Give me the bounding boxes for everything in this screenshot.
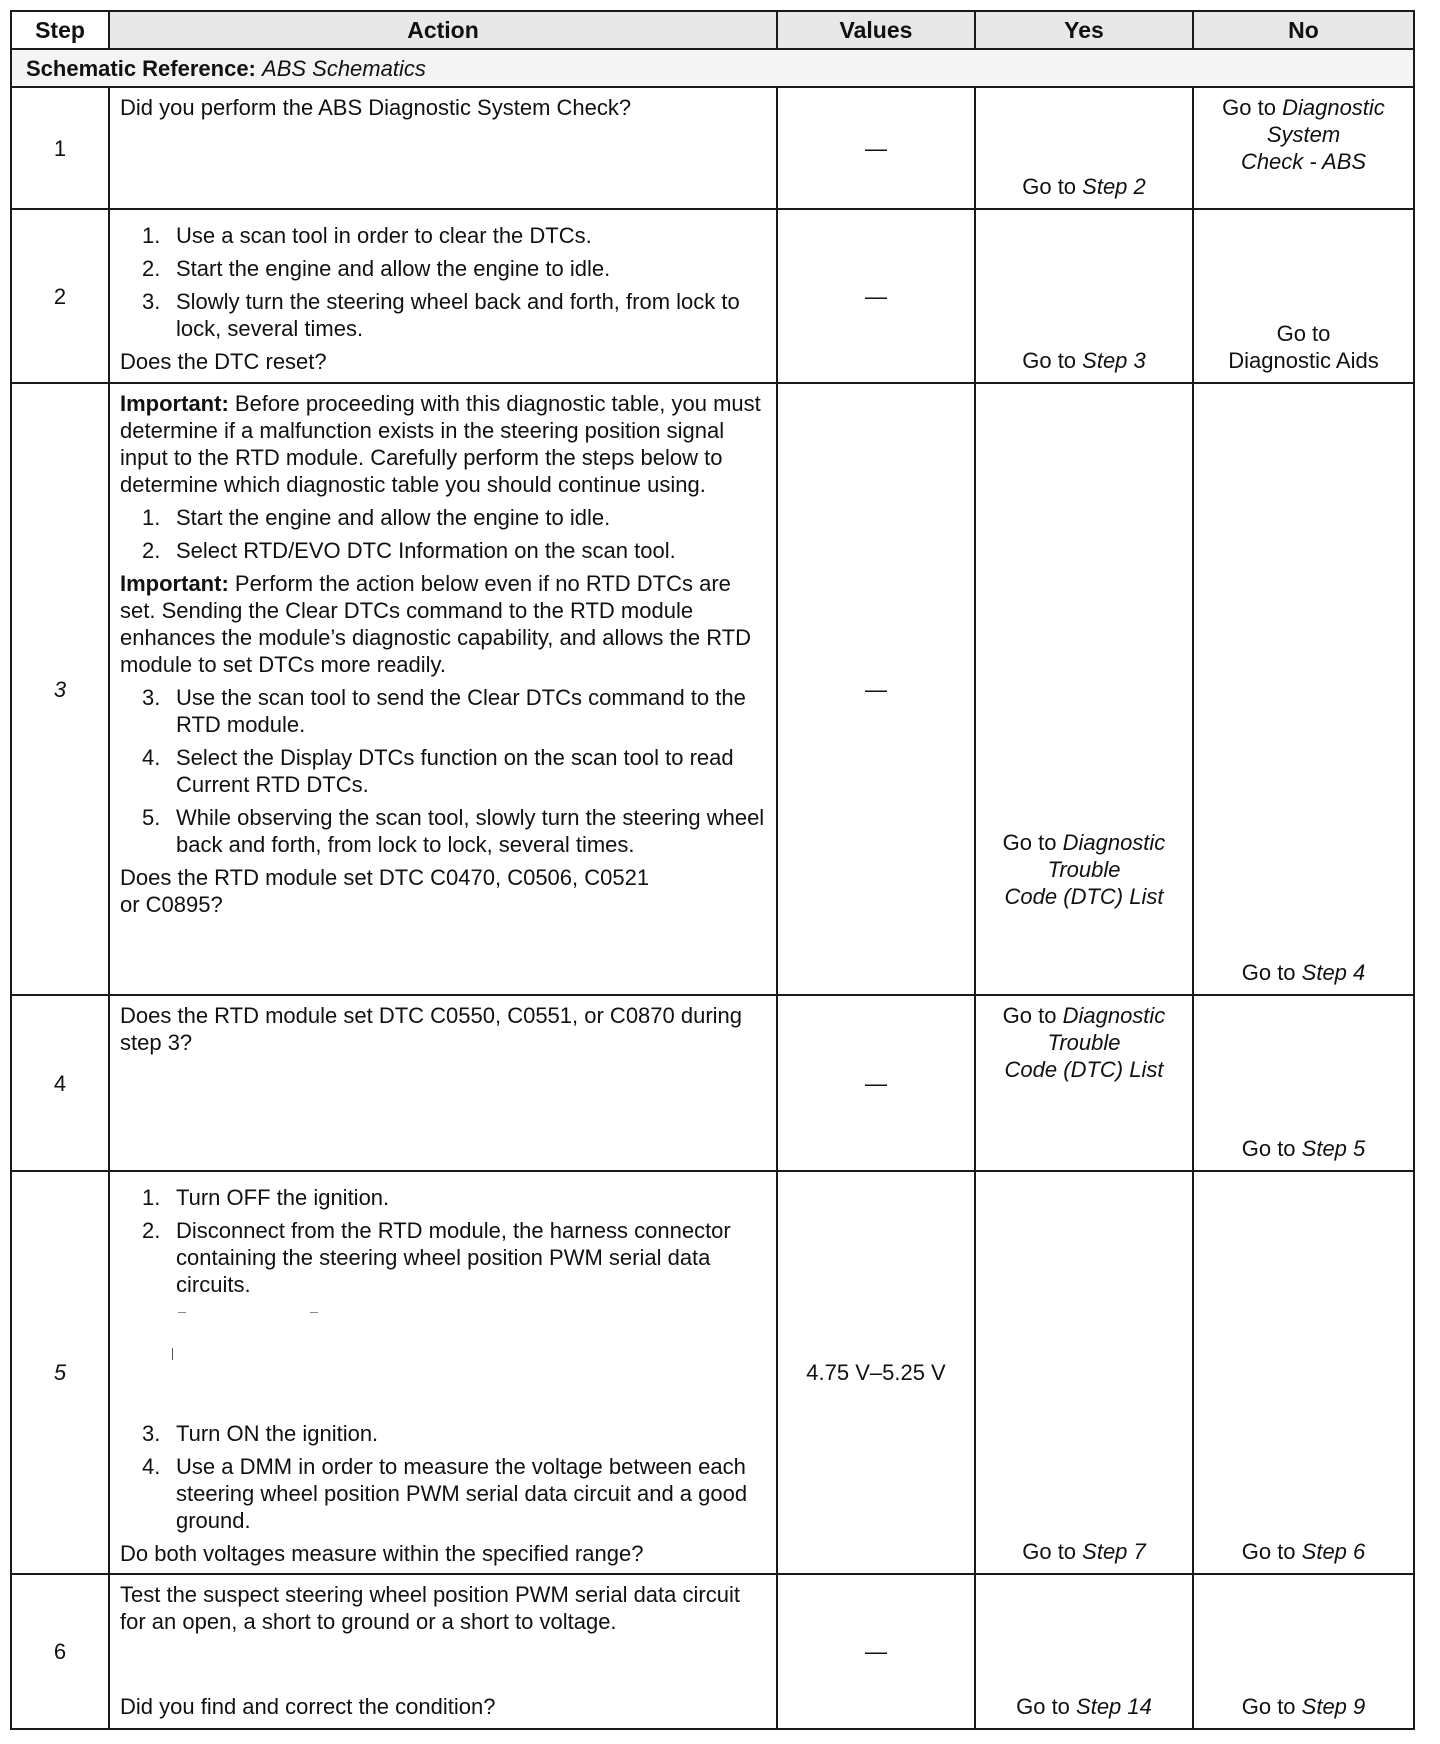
action-question: Do both voltages measure within the specified range? bbox=[120, 1541, 644, 1566]
yes-link[interactable]: Trouble bbox=[1047, 857, 1121, 882]
action-question: Does the DTC reset? bbox=[120, 349, 327, 374]
yes-outcome[interactable] bbox=[980, 347, 1188, 374]
important-label: Important: bbox=[120, 391, 229, 416]
no-link[interactable]: Check - ABS bbox=[1240, 149, 1367, 174]
step-number: 1 bbox=[11, 87, 109, 209]
yes-link[interactable]: Step 7 bbox=[1082, 1539, 1146, 1564]
list-item-text: Use a scan tool in order to clear the DTCs. bbox=[176, 223, 592, 248]
yes-cell bbox=[975, 209, 1193, 383]
important-note bbox=[120, 570, 766, 678]
yes-link[interactable]: Trouble bbox=[1047, 1030, 1121, 1055]
list-item-text: Use a DMM in order to measure the voltage between each steering wheel position PWM serial data circuit and a good ground. bbox=[176, 1454, 748, 1533]
important-text: Perform the action below even if no RTD DTCs are set. Sending the Clear DTCs command to the RTD module enhances the module’s diagnostic capability, and allows the RTD module to set DTCs more readily. bbox=[120, 571, 752, 677]
no-outcome[interactable] bbox=[1198, 1538, 1409, 1565]
yes-prefix: Go to bbox=[1016, 1694, 1077, 1719]
yes-link[interactable]: Step 3 bbox=[1082, 348, 1146, 373]
action-text: Test the suspect steering wheel position PWM serial data circuit for an open, a short to ground or a short to voltage. bbox=[120, 1582, 740, 1634]
list-item: 2. Select RTD/EVO DTC Information on the scan tool. bbox=[142, 537, 766, 564]
value-cell: — bbox=[777, 1574, 975, 1729]
table-row bbox=[11, 383, 1414, 995]
yes-link[interactable]: Diagnostic bbox=[1062, 1003, 1166, 1028]
list-item-text: While observing the scan tool, slowly turn the steering wheel back and forth, from lock to lock, several times. bbox=[176, 805, 765, 857]
blank-area bbox=[120, 1304, 766, 1414]
no-cell bbox=[1193, 383, 1414, 995]
value-cell: — bbox=[777, 383, 975, 995]
list-item: 2. Disconnect from the RTD module, the harness connector containing the steering wheel position PWM serial data circuits. bbox=[142, 1217, 766, 1298]
yes-cell bbox=[975, 87, 1193, 209]
important-text: Before proceeding with this diagnostic table, you must determine if a malfunction exists in the steering position signal input to the RTD module. Carefully perform the steps below to determine which diagnostic table you should continue using. bbox=[120, 391, 761, 497]
no-link[interactable]: Diagnostic bbox=[1282, 95, 1385, 120]
no-prefix: Go to bbox=[1276, 321, 1331, 346]
no-prefix: Go to bbox=[1222, 95, 1283, 120]
list-item: 3. Turn ON the ignition. bbox=[142, 1420, 766, 1447]
list-item-text: Turn ON the ignition. bbox=[176, 1421, 379, 1446]
header-row bbox=[11, 11, 1414, 49]
no-outcome[interactable] bbox=[1198, 1135, 1409, 1162]
list-item-text: Slowly turn the steering wheel back and forth, from lock to lock, several times. bbox=[176, 289, 740, 341]
scan-mark bbox=[178, 1312, 186, 1313]
header-values: Values bbox=[777, 11, 975, 49]
list-item: 2. Start the engine and allow the engine to idle. bbox=[142, 255, 766, 282]
table-row bbox=[11, 995, 1414, 1171]
question-line: or C0895? bbox=[120, 892, 223, 917]
schematic-reference-label: Schematic Reference: bbox=[26, 55, 256, 81]
header-action: Action bbox=[109, 11, 777, 49]
no-cell bbox=[1193, 87, 1414, 209]
no-link[interactable]: System bbox=[1266, 122, 1341, 147]
action-text: Does the RTD module set DTC C0550, C0551, or C0870 during step 3? bbox=[120, 1003, 743, 1055]
yes-prefix: Go to bbox=[1022, 348, 1083, 373]
list-item-text: Select the Display DTCs function on the scan tool to read Current RTD DTCs. bbox=[176, 745, 734, 797]
list-item-text: Turn OFF the ignition. bbox=[176, 1185, 390, 1210]
no-outcome[interactable] bbox=[1198, 959, 1409, 986]
question-line: Does the RTD module set DTC C0470, C0506, C0521 bbox=[120, 865, 650, 890]
header-yes: Yes bbox=[975, 11, 1193, 49]
step-number: 5 bbox=[11, 1171, 109, 1574]
yes-cell bbox=[975, 383, 1193, 995]
scan-mark bbox=[172, 1348, 173, 1360]
action-text: Did you perform the ABS Diagnostic System Check? bbox=[120, 95, 632, 120]
yes-link[interactable]: Code (DTC) List bbox=[1004, 884, 1164, 909]
value-cell: 4.75 V–5.25 V bbox=[777, 1171, 975, 1574]
no-outcome[interactable] bbox=[1198, 1693, 1409, 1720]
list-item-text: Start the engine and allow the engine to idle. bbox=[176, 505, 611, 530]
no-prefix: Go to bbox=[1241, 1136, 1302, 1161]
no-cell bbox=[1193, 995, 1414, 1171]
yes-outcome[interactable] bbox=[980, 1693, 1188, 1720]
no-cell bbox=[1193, 209, 1414, 383]
action-cell bbox=[109, 87, 777, 209]
value-cell: — bbox=[777, 995, 975, 1171]
step-number: 4 bbox=[11, 995, 109, 1171]
action-cell bbox=[109, 209, 777, 383]
yes-link[interactable]: Step 2 bbox=[1082, 174, 1146, 199]
yes-cell bbox=[975, 1171, 1193, 1574]
action-question bbox=[120, 864, 766, 918]
header-no: No bbox=[1193, 11, 1414, 49]
yes-prefix: Go to bbox=[1002, 830, 1063, 855]
important-label: Important: bbox=[120, 571, 229, 596]
schematic-reference-link[interactable]: ABS Schematics bbox=[262, 55, 426, 81]
diagnostic-table bbox=[10, 10, 1415, 1730]
no-link[interactable]: Step 5 bbox=[1301, 1136, 1366, 1161]
scan-mark bbox=[310, 1312, 318, 1313]
value-cell: — bbox=[777, 209, 975, 383]
list-item: 1. Turn OFF the ignition. bbox=[142, 1184, 766, 1211]
no-link[interactable]: Step 6 bbox=[1301, 1539, 1366, 1564]
action-question: Did you find and correct the condition? bbox=[120, 1694, 496, 1719]
list-item: 1. Start the engine and allow the engine to idle. bbox=[142, 504, 766, 531]
list-item: 1. Use a scan tool in order to clear the DTCs. bbox=[142, 222, 766, 249]
table-row bbox=[11, 87, 1414, 209]
schematic-reference-row bbox=[11, 49, 1414, 87]
action-cell bbox=[109, 1171, 777, 1574]
no-prefix: Go to bbox=[1241, 1694, 1302, 1719]
yes-prefix: Go to bbox=[1022, 1539, 1083, 1564]
step-number: 2 bbox=[11, 209, 109, 383]
yes-cell bbox=[975, 1574, 1193, 1729]
yes-prefix: Go to bbox=[1022, 174, 1083, 199]
step-number: 6 bbox=[11, 1574, 109, 1729]
table-row bbox=[11, 1171, 1414, 1574]
important-note bbox=[120, 390, 766, 498]
table-row bbox=[11, 209, 1414, 383]
no-link[interactable]: Step 9 bbox=[1301, 1694, 1366, 1719]
no-prefix: Go to bbox=[1241, 960, 1302, 985]
yes-link[interactable]: Step 14 bbox=[1076, 1694, 1152, 1719]
list-item-text: Use the scan tool to send the Clear DTCs command to the RTD module. bbox=[176, 685, 746, 737]
no-outcome[interactable] bbox=[1198, 94, 1409, 175]
action-cell bbox=[109, 995, 777, 1171]
table-row bbox=[11, 1574, 1414, 1729]
value-cell: — bbox=[777, 87, 975, 209]
no-link[interactable]: Step 4 bbox=[1301, 960, 1366, 985]
yes-outcome[interactable] bbox=[980, 1538, 1188, 1565]
no-outcome[interactable] bbox=[1198, 320, 1409, 374]
list-item: 3. Use the scan tool to send the Clear DTCs command to the RTD module. bbox=[142, 684, 766, 738]
yes-outcome[interactable] bbox=[980, 829, 1188, 910]
list-item: 5. While observing the scan tool, slowly turn the steering wheel back and forth, from lock to lock, several times. bbox=[142, 805, 765, 857]
yes-outcome[interactable] bbox=[980, 173, 1188, 200]
yes-outcome[interactable] bbox=[980, 1002, 1188, 1083]
no-cell bbox=[1193, 1574, 1414, 1729]
yes-cell bbox=[975, 995, 1193, 1171]
schematic-reference bbox=[11, 49, 1414, 87]
no-prefix: Go to bbox=[1241, 1539, 1302, 1564]
yes-prefix: Go to bbox=[1002, 1003, 1063, 1028]
list-item: 3. Slowly turn the steering wheel back and forth, from lock to lock, several times. bbox=[142, 288, 766, 342]
action-cell bbox=[109, 1574, 777, 1729]
list-item-text: Select RTD/EVO DTC Information on the scan tool. bbox=[176, 538, 676, 563]
list-item-text: Disconnect from the RTD module, the harness connector containing the steering wheel position PWM serial data circuits. bbox=[176, 1218, 731, 1297]
header-step: Step bbox=[11, 11, 109, 49]
no-cell bbox=[1193, 1171, 1414, 1574]
step-number: 3 bbox=[11, 383, 109, 995]
action-cell bbox=[109, 383, 777, 995]
list-item: 4. Use a DMM in order to measure the voltage between each steering wheel position PWM serial data circuit and a good ground. bbox=[142, 1453, 766, 1534]
no-link[interactable]: Diagnostic Aids bbox=[1228, 348, 1379, 373]
list-item: 4. Select the Display DTCs function on the scan tool to read Current RTD DTCs. bbox=[142, 744, 766, 798]
yes-link[interactable]: Code (DTC) List bbox=[1004, 1057, 1164, 1082]
yes-link[interactable]: Diagnostic bbox=[1062, 830, 1166, 855]
list-item-text: Start the engine and allow the engine to idle. bbox=[176, 256, 611, 281]
